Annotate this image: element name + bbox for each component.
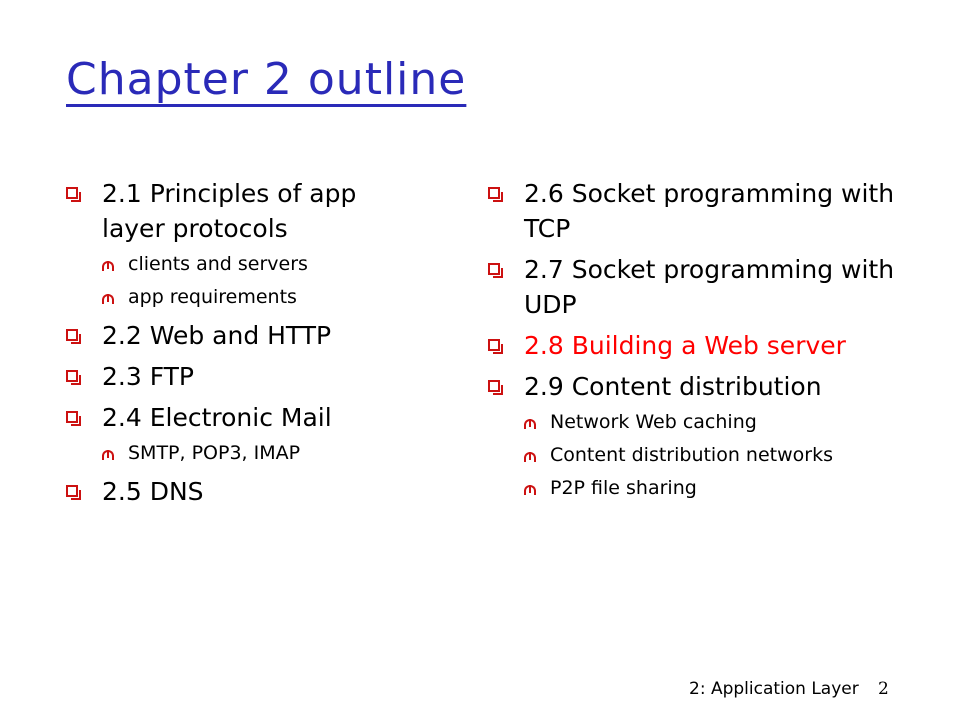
checkbox-bullet-icon (66, 187, 78, 199)
checkbox-bullet-icon (488, 187, 500, 199)
outline-item-label: 2.6 Socket programming with TCP (524, 179, 895, 243)
arch-bullet-icon (102, 294, 114, 304)
outline-item-label: 2.4 Electronic Mail (102, 403, 332, 432)
sub-item (524, 443, 908, 468)
checkbox-bullet-icon (488, 339, 500, 351)
arch-bullet-icon (524, 485, 536, 495)
sub-list (102, 441, 406, 466)
sub-item (102, 252, 406, 277)
sub-list (524, 410, 908, 501)
slide-footer: 2: Application Layer (689, 679, 859, 699)
checkbox-bullet-icon (66, 411, 78, 423)
outline-item (66, 400, 406, 435)
sub-item-label: Content distribution networks (550, 444, 833, 466)
outline-item (488, 176, 908, 246)
right-outline-column (488, 176, 908, 509)
sub-item-label: SMTP, POP3, IMAP (128, 442, 301, 464)
sub-item (102, 441, 406, 466)
outline-item (66, 474, 406, 509)
arch-bullet-icon (102, 450, 114, 460)
outline-item-label: 2.2 Web and HTTP (102, 321, 332, 350)
left-outline-column (66, 176, 406, 515)
sub-item-label: P2P file sharing (550, 477, 697, 499)
outline-item-label: 2.9 Content distribution (524, 372, 822, 401)
outline-item (66, 318, 406, 353)
sub-item (102, 285, 406, 310)
arch-bullet-icon (102, 261, 114, 271)
outline-item (488, 252, 908, 322)
outline-item-label: 2.7 Socket programming with UDP (524, 255, 895, 319)
page-number: 2 (878, 679, 889, 699)
sub-item (524, 410, 908, 435)
slide-title: Chapter 2 outline (66, 54, 467, 105)
sub-list (102, 252, 406, 310)
outline-item-label: 2.5 DNS (102, 477, 204, 506)
outline-item (66, 359, 406, 394)
outline-item (66, 176, 406, 246)
sub-item (524, 476, 908, 501)
checkbox-bullet-icon (488, 380, 500, 392)
outline-item-label: 2.1 Principles of app layer protocols (102, 179, 357, 243)
checkbox-bullet-icon (488, 263, 500, 275)
sub-item-label: app requirements (128, 286, 297, 308)
outline-item-highlighted (488, 328, 908, 363)
arch-bullet-icon (524, 419, 536, 429)
checkbox-bullet-icon (66, 485, 78, 497)
outline-item-label: 2.3 FTP (102, 362, 194, 391)
checkbox-bullet-icon (66, 370, 78, 382)
outline-item (488, 369, 908, 404)
arch-bullet-icon (524, 452, 536, 462)
checkbox-bullet-icon (66, 329, 78, 341)
sub-item-label: clients and servers (128, 253, 308, 275)
outline-item-label: 2.8 Building a Web server (524, 331, 846, 360)
sub-item-label: Network Web caching (550, 411, 757, 433)
